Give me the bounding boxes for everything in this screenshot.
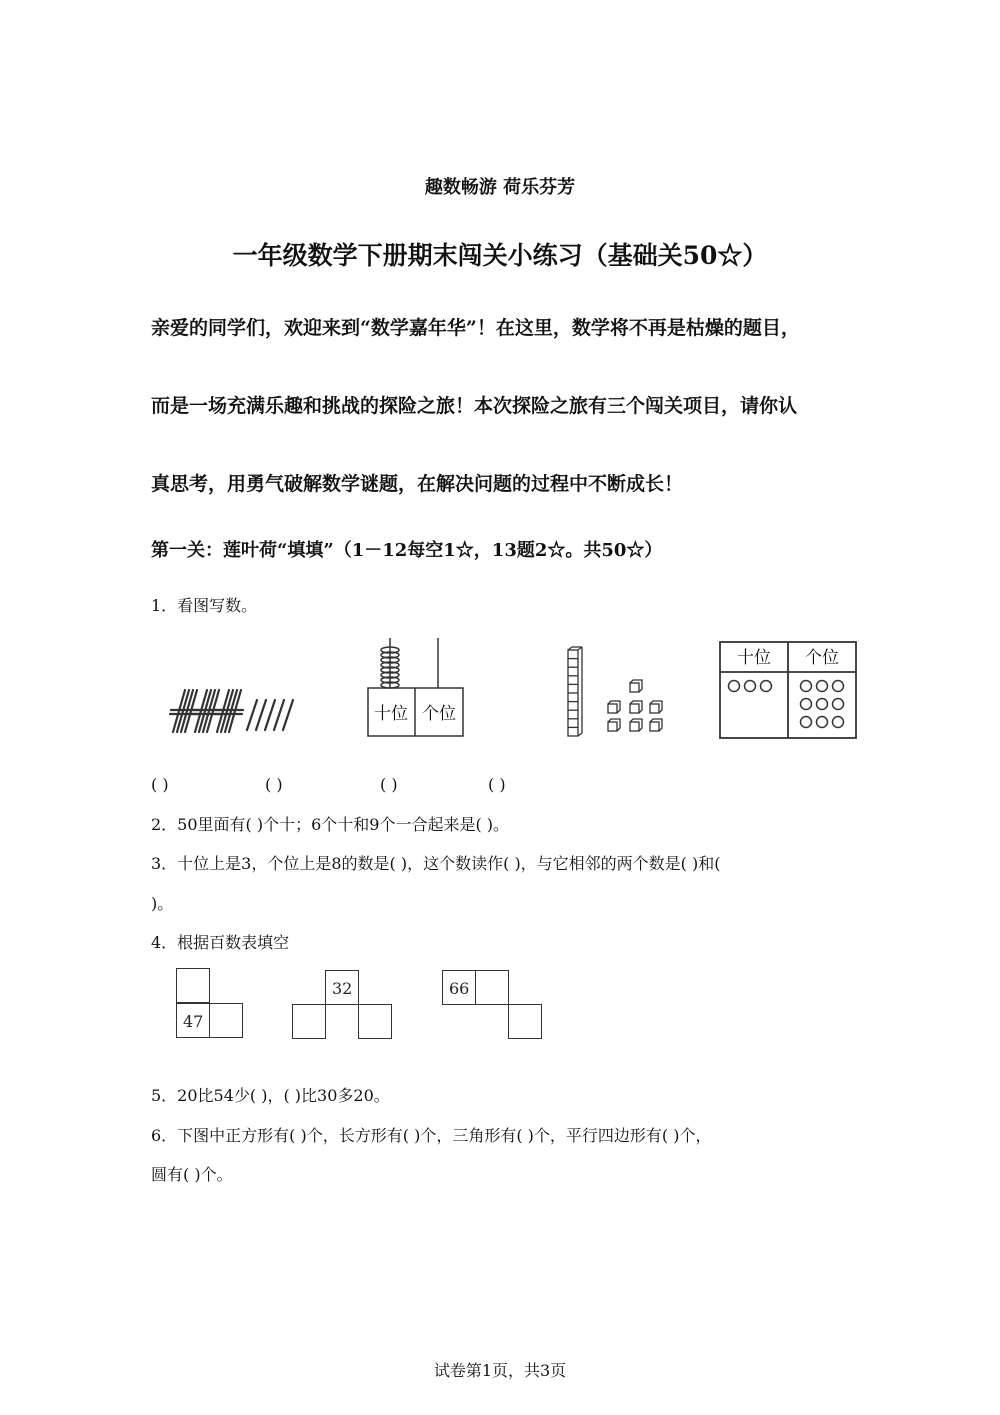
question-2: 2．50里面有( )个十；6个十和9个一合起来是( )。 — [151, 815, 510, 834]
grid1-cell-47 — [176, 1003, 210, 1038]
place-value-chart — [718, 640, 860, 742]
question-5: 5．20比54少( )，( )比30多20。 — [151, 1086, 390, 1105]
grid3-cell-66 — [442, 970, 476, 1005]
grid3-cell-middle[interactable] — [475, 970, 509, 1005]
page-footer: 试卷第1页，共3页 — [433, 1361, 567, 1380]
grid1-cell-right[interactable] — [209, 1003, 243, 1038]
question-6-cont: 圆有( )个。 — [151, 1165, 233, 1184]
question-3: 3．十位上是3，个位上是8的数是( )，这个数读作( )，与它相邻的两个数是( )和( — [151, 854, 721, 873]
loose-sticks — [247, 700, 293, 730]
ones-circles — [801, 681, 844, 728]
series-title: 趣数畅游 荷乐芬芳 — [424, 177, 576, 198]
q1-blank-3[interactable]: ( ) — [380, 775, 398, 794]
q1-blank-1[interactable]: ( ) — [151, 775, 169, 794]
intro-line-1: 亲爱的同学们，欢迎来到“数学嘉年华”！在这里，数学将不再是枯燥的题目， — [151, 317, 800, 339]
intro-line-2: 而是一场充满乐趣和挑战的探险之旅！本次探险之旅有三个闯关项目，请你认 — [151, 395, 798, 417]
grid2-cell-left[interactable] — [292, 1004, 326, 1039]
q1-blank-4[interactable]: ( ) — [488, 775, 506, 794]
question-1: 1．看图写数。 — [151, 596, 258, 615]
question-6: 6．下图中正方形有( )个，长方形有( )个，三角形有( )个，平行四边形有( )个， — [151, 1126, 712, 1145]
section-heading: 第一关：莲叶荷“填填”（1－12每空1☆，13题2☆。共50☆） — [151, 540, 663, 561]
question-3-cont: )。 — [151, 894, 174, 913]
tens-circles — [729, 681, 772, 692]
grid3-number: 66 — [449, 979, 470, 998]
grid2-cell-right[interactable] — [358, 1004, 392, 1039]
base-ten-blocks-figure — [560, 646, 675, 741]
intro-line-3: 真思考，用勇气破解数学谜题，在解决问题的过程中不断成长！ — [151, 473, 684, 495]
question-4: 4．根据百数表填空 — [151, 933, 290, 952]
abacus-figure — [365, 636, 467, 740]
grid1-number: 47 — [183, 1012, 204, 1031]
page-title: 一年级数学下册期末闯关小练习（基础关50☆） — [232, 241, 768, 270]
grid2-cell-32 — [325, 970, 359, 1005]
stick-bundles-figure — [165, 680, 300, 740]
grid3-cell-bottom[interactable] — [508, 1004, 542, 1039]
abacus-tens-label: 十位 — [374, 704, 408, 724]
q1-blank-2[interactable]: ( ) — [265, 775, 283, 794]
chart-tens-header: 十位 — [737, 648, 771, 668]
grid2-number: 32 — [332, 979, 353, 998]
abacus-ones-label: 个位 — [422, 704, 456, 724]
chart-ones-header: 个位 — [805, 648, 839, 668]
unit-cubes — [608, 680, 662, 731]
grid1-cell-top[interactable] — [176, 968, 210, 1003]
bundle-3 — [214, 690, 243, 732]
abacus-beads — [381, 647, 399, 688]
